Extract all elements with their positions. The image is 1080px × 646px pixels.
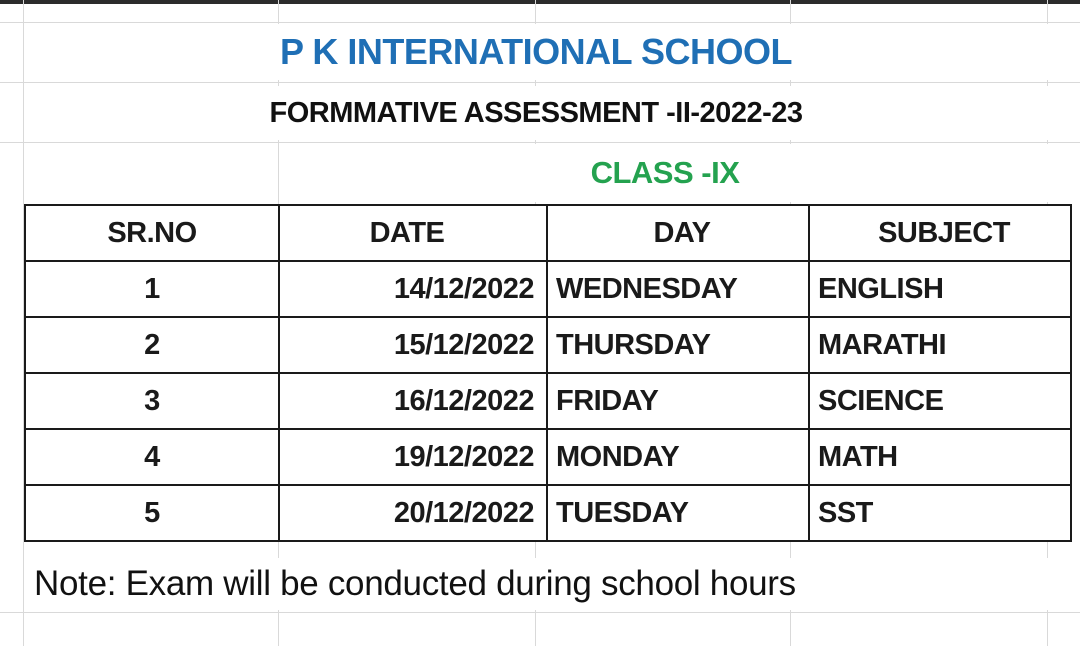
cell-day[interactable]: TUESDAY bbox=[547, 485, 809, 541]
cell-sr-no[interactable]: 4 bbox=[25, 429, 279, 485]
grid-line bbox=[0, 142, 1080, 143]
header-sr-no[interactable]: SR.NO bbox=[25, 205, 279, 261]
cell-sr-no[interactable]: 2 bbox=[25, 317, 279, 373]
table-row bbox=[25, 261, 1071, 317]
cell-subject[interactable]: MARATHI bbox=[809, 317, 1071, 373]
cell-date[interactable]: 14/12/2022 bbox=[279, 261, 547, 317]
cell-subject[interactable]: ENGLISH bbox=[809, 261, 1071, 317]
cell-sr-no[interactable]: 3 bbox=[25, 373, 279, 429]
school-name[interactable]: P K INTERNATIONAL SCHOOL bbox=[24, 24, 1048, 80]
table-row bbox=[25, 485, 1071, 541]
grid-line bbox=[0, 612, 1080, 613]
assessment-title[interactable]: FORMMATIVE ASSESSMENT -II-2022-23 bbox=[24, 86, 1048, 140]
cell-sr-no[interactable]: 5 bbox=[25, 485, 279, 541]
cell-date[interactable]: 15/12/2022 bbox=[279, 317, 547, 373]
cell-day[interactable]: FRIDAY bbox=[547, 373, 809, 429]
cell-day[interactable]: WEDNESDAY bbox=[547, 261, 809, 317]
grid-line bbox=[0, 22, 1080, 23]
cell-subject[interactable]: SST bbox=[809, 485, 1071, 541]
cell-day[interactable]: THURSDAY bbox=[547, 317, 809, 373]
cell-date[interactable]: 16/12/2022 bbox=[279, 373, 547, 429]
header-date[interactable]: DATE bbox=[279, 205, 547, 261]
top-border bbox=[0, 0, 1080, 4]
table-row bbox=[25, 317, 1071, 373]
grid-line bbox=[0, 82, 1080, 83]
cell-date[interactable]: 20/12/2022 bbox=[279, 485, 547, 541]
header-subject[interactable]: SUBJECT bbox=[809, 205, 1071, 261]
cell-date[interactable]: 19/12/2022 bbox=[279, 429, 547, 485]
table-header-row bbox=[25, 205, 1071, 261]
cell-day[interactable]: MONDAY bbox=[547, 429, 809, 485]
cell-sr-no[interactable]: 1 bbox=[25, 261, 279, 317]
cell-subject[interactable]: MATH bbox=[809, 429, 1071, 485]
table-row bbox=[25, 429, 1071, 485]
class-label[interactable]: CLASS -IX bbox=[280, 144, 1050, 202]
note-text[interactable]: Note: Exam will be conducted during school hours bbox=[24, 558, 1048, 610]
table-row bbox=[25, 373, 1071, 429]
cell-subject[interactable]: SCIENCE bbox=[809, 373, 1071, 429]
header-day[interactable]: DAY bbox=[547, 205, 809, 261]
exam-schedule-table bbox=[24, 204, 1072, 542]
